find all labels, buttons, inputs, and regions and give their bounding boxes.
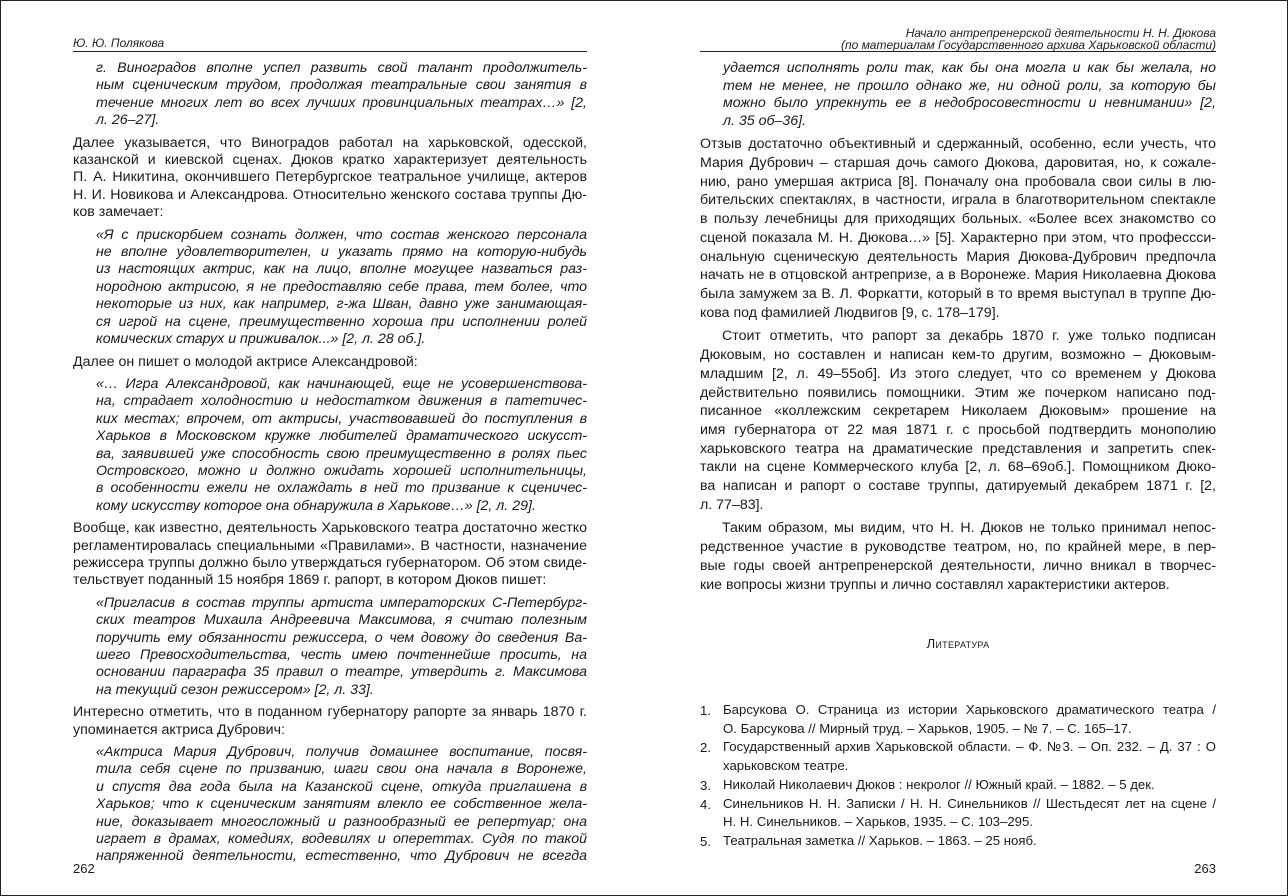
reference-text-line: Николай Николаевич Дюков : некролог // Южный край. – 1882. – 5 дек. <box>723 776 1155 792</box>
text-line: г. Виноградов вполне успел развить свой талант продолжитель- <box>96 60 587 76</box>
text-line: Интересно отметить, что в поданном губернатору рапорте за январь 1870 г. <box>73 704 587 721</box>
reference-number: 5. <box>700 833 711 849</box>
text-line: ков замечает: <box>73 204 164 221</box>
reference-number: 4. <box>700 796 711 812</box>
paragraph <box>700 519 1216 594</box>
reference-text-line: Барсукова О. Страница из истории Харьковского драматического театра / <box>723 702 1216 717</box>
reference-text-line: О. Барсукова // Мирный труд. – Харьков, 1905. – № 7. – С. 165–17. <box>723 720 1132 736</box>
page-number: 263 <box>1194 861 1216 876</box>
reference-item <box>700 795 1216 832</box>
text-line: имя губернатора от 22 мая 1871 г. с просьбой подтвердить монополию <box>700 421 1216 438</box>
reference-item <box>700 832 1216 851</box>
block-quote <box>73 227 587 349</box>
text-line: л. 35 об–36]. <box>723 112 807 129</box>
text-line: Вообще, как известно, деятельность Харьковского театра достаточно жестко <box>73 520 587 537</box>
paragraph <box>700 327 1216 514</box>
paragraph <box>73 520 587 590</box>
text-line: Харьков; что к сценическим занятиям влекло ее собственное жела- <box>96 796 587 813</box>
text-line: в особенности ежели не охлаждать в ней то призвание к сценичес- <box>96 480 587 497</box>
reference-item <box>700 776 1216 795</box>
text-line: Таким образом, мы видим, что Н. Н. Дюков не только принимал непос- <box>722 520 1216 537</box>
text-line: основании параграфа 35 правил о театре, утвердить г. Максимова <box>96 664 587 681</box>
reference-item <box>700 701 1216 738</box>
reference-number: 3. <box>700 777 711 793</box>
text-line: действительно появились помощники. Этим же почерком написано под- <box>700 384 1216 401</box>
text-line: ких местах; впрочем, от актрисы, участвовавшей до поступления в <box>96 410 587 427</box>
text-line: казанской и киевской сценах. Дюков кратко характеризует деятельность <box>73 152 587 169</box>
text-line: течение многих лет во всех лучших провинциальных театрах…» [2, <box>96 94 587 111</box>
text-line: нию, рано умершая актриса [8]. Поначалу она пробовала свои силы в лю- <box>700 173 1216 190</box>
text-line: в пользу лечебницы для приходящих больных. «Более всех знакомство со <box>700 211 1216 228</box>
text-line: сценой показала М. Н. Дюкова…» [5]. Характерно при этом, что профессси- <box>700 229 1216 246</box>
text-line: не вполне удовлетворителен, и указать прямо на которую-нибудь <box>96 244 587 261</box>
text-line: младшим [2, л. 49–55об]. Из этого следует, что со временем у Дюкова <box>700 365 1216 382</box>
text-line: Далее указывается, что Виноградов работал на харьковской, одесской, <box>73 134 587 151</box>
block-quote <box>700 60 1216 130</box>
text-line: П. А. Никитина, окончившего Петербургское театральное училище, актеров <box>73 169 587 186</box>
text-line: тила себя сцене по призванию, шаги свои она начала в Воронеже, <box>96 761 587 778</box>
text-line: шего Превосходительства, честь имею почтеннейше просить, на <box>96 647 587 663</box>
text-line: поручить ему обязанности режиссера, о чем довожу до сведения Ва- <box>96 629 587 646</box>
page-right <box>700 0 1216 896</box>
text-line: кие вопросы жизни труппы и лично составлял характеристики актеров. <box>700 576 1170 593</box>
text-line: Стоит отметить, что рапорт за декабрь 1870 г. уже только подписан <box>722 328 1216 345</box>
header-rule <box>73 51 587 52</box>
text-line: вые годы своей антрепренерской деятельности, лично вникал в творчес- <box>700 557 1216 574</box>
text-line: Харьков в Московском кружке любителей драматического искусст- <box>96 428 587 445</box>
reference-text-line: Театральная заметка // Харьков. – 1863. – 25 нояб. <box>723 832 1037 848</box>
text-line: режиссера труппы должно было утверждаться губернатором. Об этом свиде- <box>73 554 587 571</box>
paragraph <box>700 135 1216 322</box>
text-line: «Пригласив в состав труппы артиста императорских С-Петербург- <box>96 594 587 611</box>
reference-text-line: Н. Н. Синельников. – Харьков, 1935. – С. 103–295. <box>723 814 1034 830</box>
running-header-title <box>700 27 1216 51</box>
text-line: Отзыв достаточно объективный и сдержанный, особенно, если учесть, что <box>700 136 1216 153</box>
text-line: из настоящих актрис, как на лицо, вполне могущее назваться раз- <box>96 261 587 278</box>
literature-heading: Литература <box>926 636 990 651</box>
text-line: писанное «коллежским секретарем Николаем Дюковым» прошение на <box>700 403 1216 420</box>
reference-item <box>700 738 1216 775</box>
page-number: 262 <box>73 861 95 876</box>
text-line: кому искусству которое она обнаружила в Харькове…» [2, л. 29]. <box>96 497 536 514</box>
page-left <box>73 0 587 896</box>
text-line: Мария Дубрович – старшая дочь самого Дюкова, даровитая, но, к сожале- <box>700 155 1216 172</box>
block-quote <box>73 376 587 515</box>
header-title-line: Начало антрепренерской деятельности Н. Н. Дюкова <box>905 26 1216 40</box>
text-line: ва, заявившей уже способность свою преимущественно в ролях пьес <box>96 445 587 462</box>
text-line: комических старух и приживалок...» [2, л. 28 об.]. <box>96 331 426 348</box>
text-line: бительских спектаклях, в частности, играла в благотворительном спектакле <box>700 192 1216 209</box>
text-line: некоторые из них, как например, г-жа Шван, давно уже занимающая- <box>96 296 587 313</box>
text-line: ние, доказывает многосложный и разнообразный ее репертуар; она <box>96 813 587 830</box>
text-line: Далее он пишет о молодой актрисе Александровой: <box>73 353 418 370</box>
text-line: ональную сценическую деятельность Мария Дюкова-Дубрович предпочла <box>700 248 1216 265</box>
text-line: была замужем за В. Л. Форкатти, который в то время выступал в труппе Дю- <box>700 286 1216 302</box>
reference-number: 1. <box>700 703 711 718</box>
text-line: нородною актрисою, я не предоставляю себе права, тем более, что <box>96 278 587 295</box>
text-line: «Актриса Мария Дубрович, получив домашнее воспитание, посвя- <box>96 744 587 761</box>
text-line: напряженной деятельности, естественно, что Дубрович не всегда <box>96 848 587 865</box>
paragraph <box>73 354 587 371</box>
text-line: редственное участие в руководстве театром, но, по крайней мере, в пер- <box>700 539 1216 556</box>
text-line: Островского, можно и должно ожидать хорошей исполнительницы, <box>96 462 587 479</box>
text-line: начать не в отцовской антрепризе, а в Воронеже. Мария Николаевна Дюкова <box>700 267 1216 284</box>
text-line: ным сценическим трудом, продолжая театральные свои занятия в <box>96 77 587 94</box>
text-line: такли на сцене Коммерческого клуба [2, л. 68–69об.]. Помощником Дюко- <box>700 459 1216 476</box>
text-line: на текущий сезон режиссером» [2, л. 33]. <box>96 681 374 698</box>
text-line: Н. И. Новикова и Александрова. Относительно женского состава труппы Дю- <box>73 186 587 203</box>
text-line: тем не менее, не прошло однако же, ни одной роли, за которую бы <box>723 77 1216 94</box>
header-rule <box>700 51 1216 52</box>
page-body <box>700 60 1216 599</box>
block-quote <box>73 595 587 699</box>
text-line: харьковского театра на драматические представления и запретить спек- <box>700 440 1216 457</box>
text-line: «… Игра Александровой, как начинающей, еще не усовершенствова- <box>96 375 587 392</box>
text-line: можно было упрекнуть ее в недобросовестности и невнимании» [2, <box>723 95 1216 112</box>
page-body <box>73 60 587 871</box>
reference-text-line: Государственный архив Харьковской области. – Ф. №3. – Оп. 232. – Д. 37 : О <box>723 739 1216 755</box>
running-header-author: Ю. Ю. Полякова <box>73 36 165 50</box>
text-line: «Я с прискорбием сознать должен, что состав женского персонала <box>96 226 587 243</box>
text-line: регламентировалась специальными «Правилами». В частности, назначение <box>73 537 587 554</box>
block-quote <box>73 60 587 130</box>
text-line: удается исполнять роли так, как бы она могла и как бы желала, но <box>723 60 1216 76</box>
text-line: ся игрой на сцене, преимущественно хороша при исполнении ролей <box>96 313 587 330</box>
text-line: ских театров Михаила Андреевича Максимова, я считаю полезным <box>96 612 587 629</box>
reference-number: 2. <box>700 740 711 756</box>
text-line: л. 26–27]. <box>96 112 160 129</box>
reference-text-line: Синельников Н. Н. Записки / Н. Н. Синельников // Шестьдесят лет на сцене / <box>723 795 1216 811</box>
text-line: Дюковым, но составлен и написан кем-то другим, возможно – Дюковым- <box>700 347 1216 364</box>
header-subtitle-line: (по материалам Государственного архива Харьковской области) <box>840 38 1216 52</box>
paragraph <box>73 135 587 222</box>
text-line: ва написан и рапорт о составе труппы, датируемый декабрем 1871 г. [2, <box>700 478 1216 495</box>
text-line: упоминается актриса Дубрович: <box>73 721 285 738</box>
text-line: играет в драмах, комедиях, водевилях и опереттах. Судя по такой <box>96 831 587 848</box>
text-line: и спустя два года была на Казанской сцене, откуда приглашена в <box>96 778 587 795</box>
text-line: кова под фамилией Людвигов [9, с. 178–179]. <box>700 304 1000 321</box>
block-quote <box>73 744 587 866</box>
paragraph <box>73 704 587 739</box>
text-line: л. 77–83]. <box>700 496 764 513</box>
text-line: тельствует поданный 15 ноября 1869 г. рапорт, в котором Дюков пишет: <box>73 572 547 589</box>
reference-list <box>700 701 1216 851</box>
text-line: на, страдает холодностию и недостатком движения в патетичес- <box>96 393 587 410</box>
reference-text-line: харьковском театре. <box>723 758 849 774</box>
